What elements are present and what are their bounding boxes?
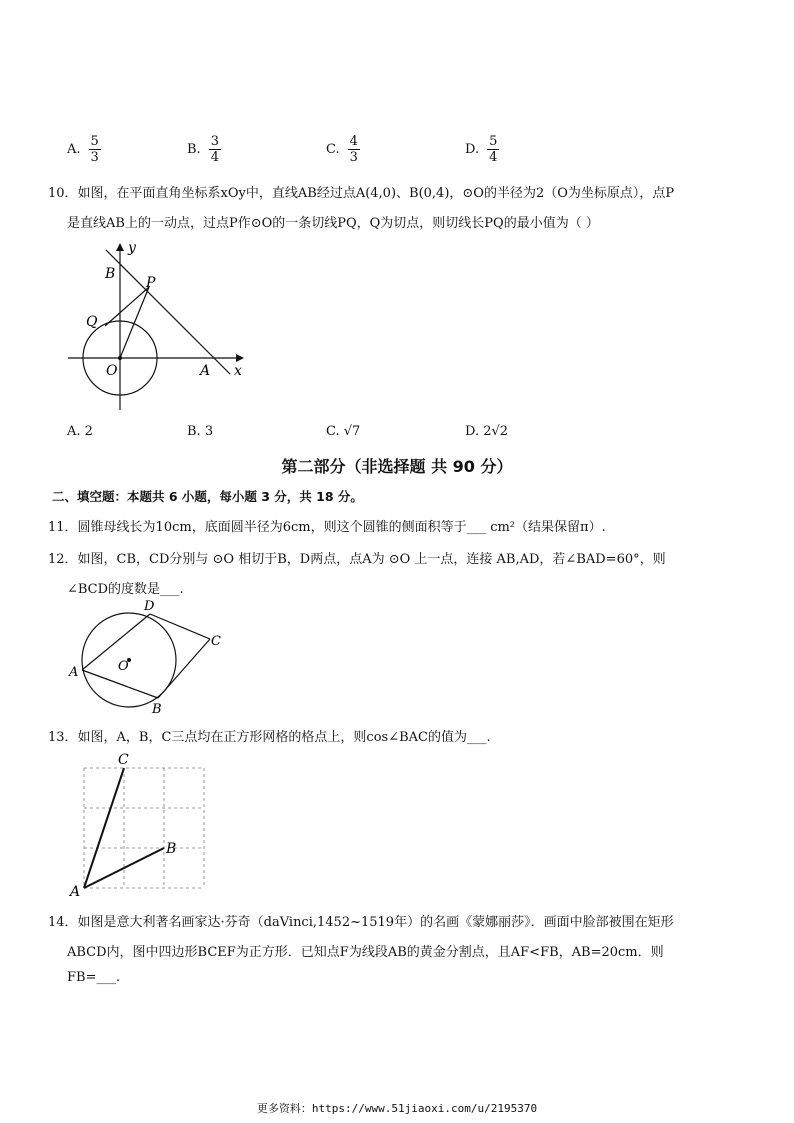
segment-bc: [158, 639, 210, 698]
option-letter: C.: [326, 142, 340, 157]
label-b: B: [105, 266, 116, 282]
option-letter: A.: [67, 142, 81, 157]
label-o: O: [118, 659, 129, 674]
q12-line2: ∠BCD的度数是___.: [67, 582, 184, 597]
label-c: C: [211, 634, 221, 649]
denominator: 4: [210, 150, 219, 165]
q10-option-d: [465, 424, 508, 439]
fraction: [89, 134, 101, 165]
label-x: x: [234, 363, 242, 379]
option-value: 2√2: [483, 424, 509, 439]
option-value: 2: [84, 424, 93, 439]
q10-option-a: [67, 424, 93, 439]
fraction: [209, 134, 221, 165]
segment-qp: [105, 287, 149, 326]
q10-line1: 10．如图，在平面直角坐标系xOy中，直线AB经过点A(4,0)、B(0,4)，⊙O的半径为2（O为坐标原点），点P: [48, 186, 675, 201]
segment-ab: [82, 670, 158, 698]
label-c: C: [118, 752, 129, 768]
q9-option-d: [465, 134, 499, 165]
numerator: 4: [349, 134, 358, 149]
option-letter: D.: [465, 424, 480, 439]
numerator: 5: [90, 134, 99, 149]
q10-option-b: [187, 424, 213, 439]
q9-option-c: [326, 134, 360, 165]
numerator: 5: [489, 134, 498, 149]
label-p: P: [146, 275, 156, 291]
q13-figure: [66, 750, 216, 898]
denominator: 3: [349, 150, 358, 165]
part2-title: 第二部分（非选择题 共 90 分）: [281, 457, 513, 476]
option-value: 3: [204, 424, 214, 439]
label-a: A: [69, 665, 79, 680]
label-q: Q: [86, 314, 98, 330]
fraction: [348, 134, 360, 165]
label-b: B: [152, 702, 162, 717]
option-letter: B.: [187, 424, 201, 439]
label-d: D: [144, 599, 155, 614]
segment-ad: [82, 614, 150, 670]
point-o: [118, 356, 122, 360]
option-letter: D.: [465, 142, 480, 157]
label-o: O: [106, 363, 118, 379]
line-ab: [106, 250, 230, 374]
q9-option-a: [67, 134, 101, 165]
label-y: y: [128, 240, 136, 256]
numerator: 3: [210, 134, 219, 149]
footer-link: 更多资料：https://www.51jiaoxi.com/u/2195370: [256, 1102, 538, 1115]
q14-line1: 14．如图是意大利著名画家达·芬奇（daVinci,1452~1519年）的名画《蒙娜丽莎》．画面中脸部被围在矩形: [48, 915, 674, 930]
q14-line3: FB=___.: [67, 970, 121, 985]
segment-op: [120, 287, 149, 358]
denominator: 4: [489, 150, 498, 165]
x-axis-arrow: [236, 354, 244, 362]
q10-figure: [60, 238, 250, 416]
fraction: [487, 134, 499, 165]
label-a: A: [200, 363, 211, 379]
q9-option-b: [187, 134, 221, 165]
segment-dc: [150, 614, 210, 639]
grid: [84, 768, 204, 888]
label-a: A: [70, 884, 81, 898]
option-letter: C.: [326, 424, 340, 439]
q14-line2: ABCD内，图中四边形BCEF为正方形．已知点F为线段AB的黄金分割点，且AF<FB，AB=20cm．则: [67, 945, 664, 960]
q11-text: 11．圆锥母线长为10cm，底面圆半径为6cm，则这个圆锥的侧面积等于___ cm²（结果保留π）.: [48, 520, 606, 535]
q10-option-c: [326, 424, 360, 439]
q13-text: 13．如图，A，B，C三点均在正方形网格的格点上，则cos∠BAC的值为___.: [48, 730, 491, 745]
option-letter: B.: [187, 142, 201, 157]
q10-line2: 是直线AB上的一动点，过点P作⊙O的一条切线PQ，Q为切点，则切线长PQ的最小值为（ ）: [67, 216, 599, 231]
option-letter: A.: [67, 424, 81, 439]
label-b: B: [166, 841, 177, 857]
y-axis-arrow: [116, 243, 124, 251]
denominator: 3: [90, 150, 99, 165]
section-heading: 二、填空题：本题共 6 小题，每小题 3 分，共 18 分。: [52, 489, 363, 504]
option-value: √7: [343, 424, 361, 439]
q12-figure: [64, 598, 234, 718]
q12-line1: 12．如图，CB，CD分别与 ⊙O 相切于B，D两点，点A为 ⊙O 上一点，连接 AB,AD，若∠BAD=60°，则: [48, 552, 666, 567]
